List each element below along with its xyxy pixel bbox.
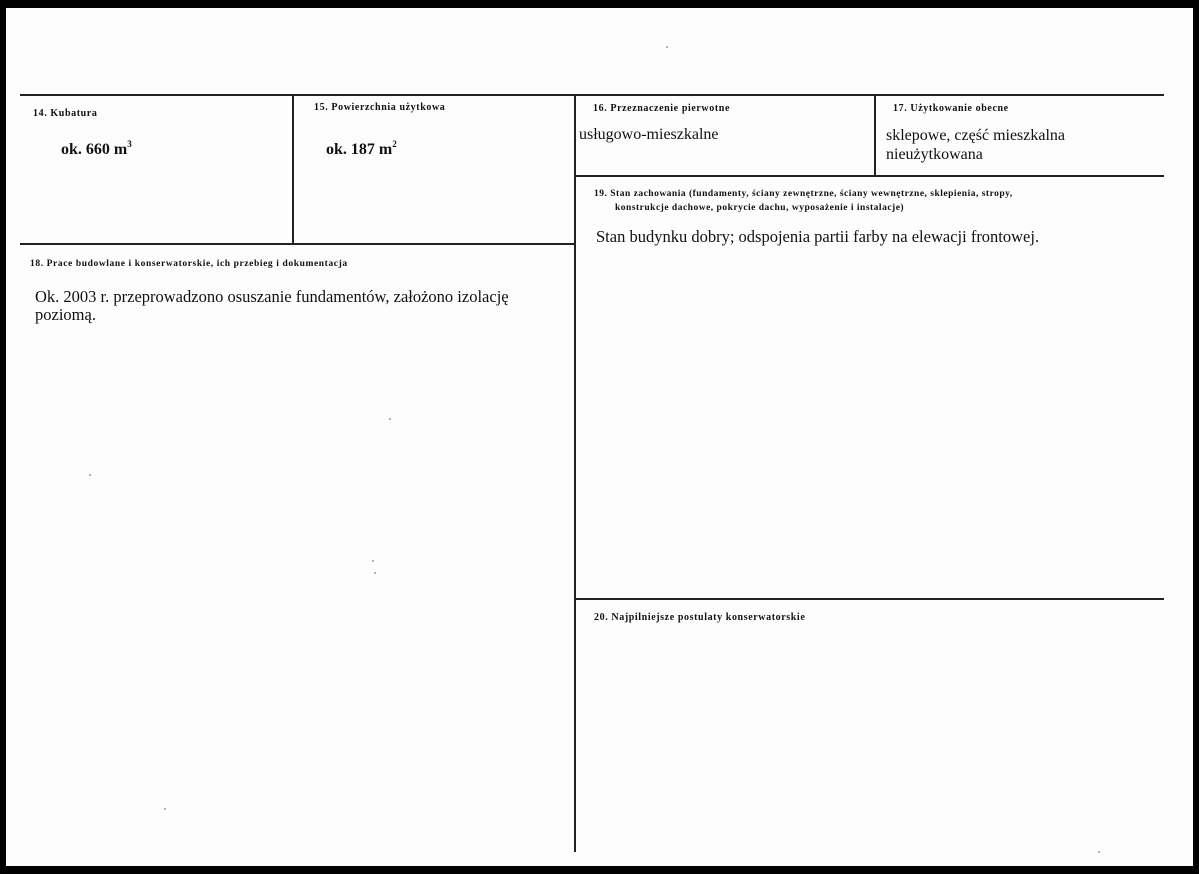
rule-under-17 bbox=[576, 175, 1164, 177]
scan-speck bbox=[372, 560, 374, 562]
field-14-label: 14. Kubatura bbox=[33, 108, 98, 119]
rule-above-20 bbox=[576, 598, 1164, 600]
field-14-value: ok. 660 $m^3$ bbox=[61, 139, 132, 158]
field-17-label: 17. Użytkowanie obecne bbox=[893, 103, 1009, 114]
rule-under-14-15 bbox=[20, 243, 576, 245]
scan-speck bbox=[666, 46, 668, 48]
field-18-value-line1: Ok. 2003 r. przeprowadzono osuszanie fundamentów, założono izolację bbox=[35, 287, 509, 306]
top-rule bbox=[20, 94, 1164, 96]
field-19-value: Stan budynku dobry; odspojenia partii farby na elewacji frontowej. bbox=[596, 227, 1040, 246]
divider-16-17 bbox=[874, 94, 876, 176]
field-16-value: usługowo-mieszkalne bbox=[579, 126, 719, 143]
field-19-label-line1: 19. Stan zachowania (fundamenty, ściany zewnętrzne, ściany wewnętrzne, sklepienia, stropy, bbox=[594, 189, 1013, 199]
field-20-label: 20. Najpilniejsze postulaty konserwatorskie bbox=[594, 612, 806, 623]
divider-center bbox=[574, 94, 576, 852]
field-17-value-line2: nieużytkowana bbox=[886, 146, 983, 163]
scan-speck bbox=[89, 474, 91, 476]
field-18-label: 18. Prace budowlane i konserwatorskie, ich przebieg i dokumentacja bbox=[30, 259, 348, 269]
scan-speck bbox=[1098, 851, 1100, 853]
field-18-value-line2: poziomą. bbox=[35, 305, 96, 324]
divider-14-15 bbox=[292, 94, 294, 244]
field-19-label-line2: konstrukcje dachowe, pokrycie dachu, wyposażenie i instalacje) bbox=[615, 203, 905, 213]
field-15-value: ok. 187 $m^2$ bbox=[326, 139, 397, 158]
field-15-label: 15. Powierzchnia użytkowa bbox=[314, 102, 446, 113]
scan-speck bbox=[164, 808, 166, 810]
field-17-value-line1: sklepowe, część mieszkalna bbox=[886, 127, 1066, 144]
form-card bbox=[6, 8, 1193, 866]
scan-speck bbox=[374, 572, 376, 574]
field-16-label: 16. Przeznaczenie pierwotne bbox=[593, 103, 730, 114]
scan-speck bbox=[389, 418, 391, 420]
